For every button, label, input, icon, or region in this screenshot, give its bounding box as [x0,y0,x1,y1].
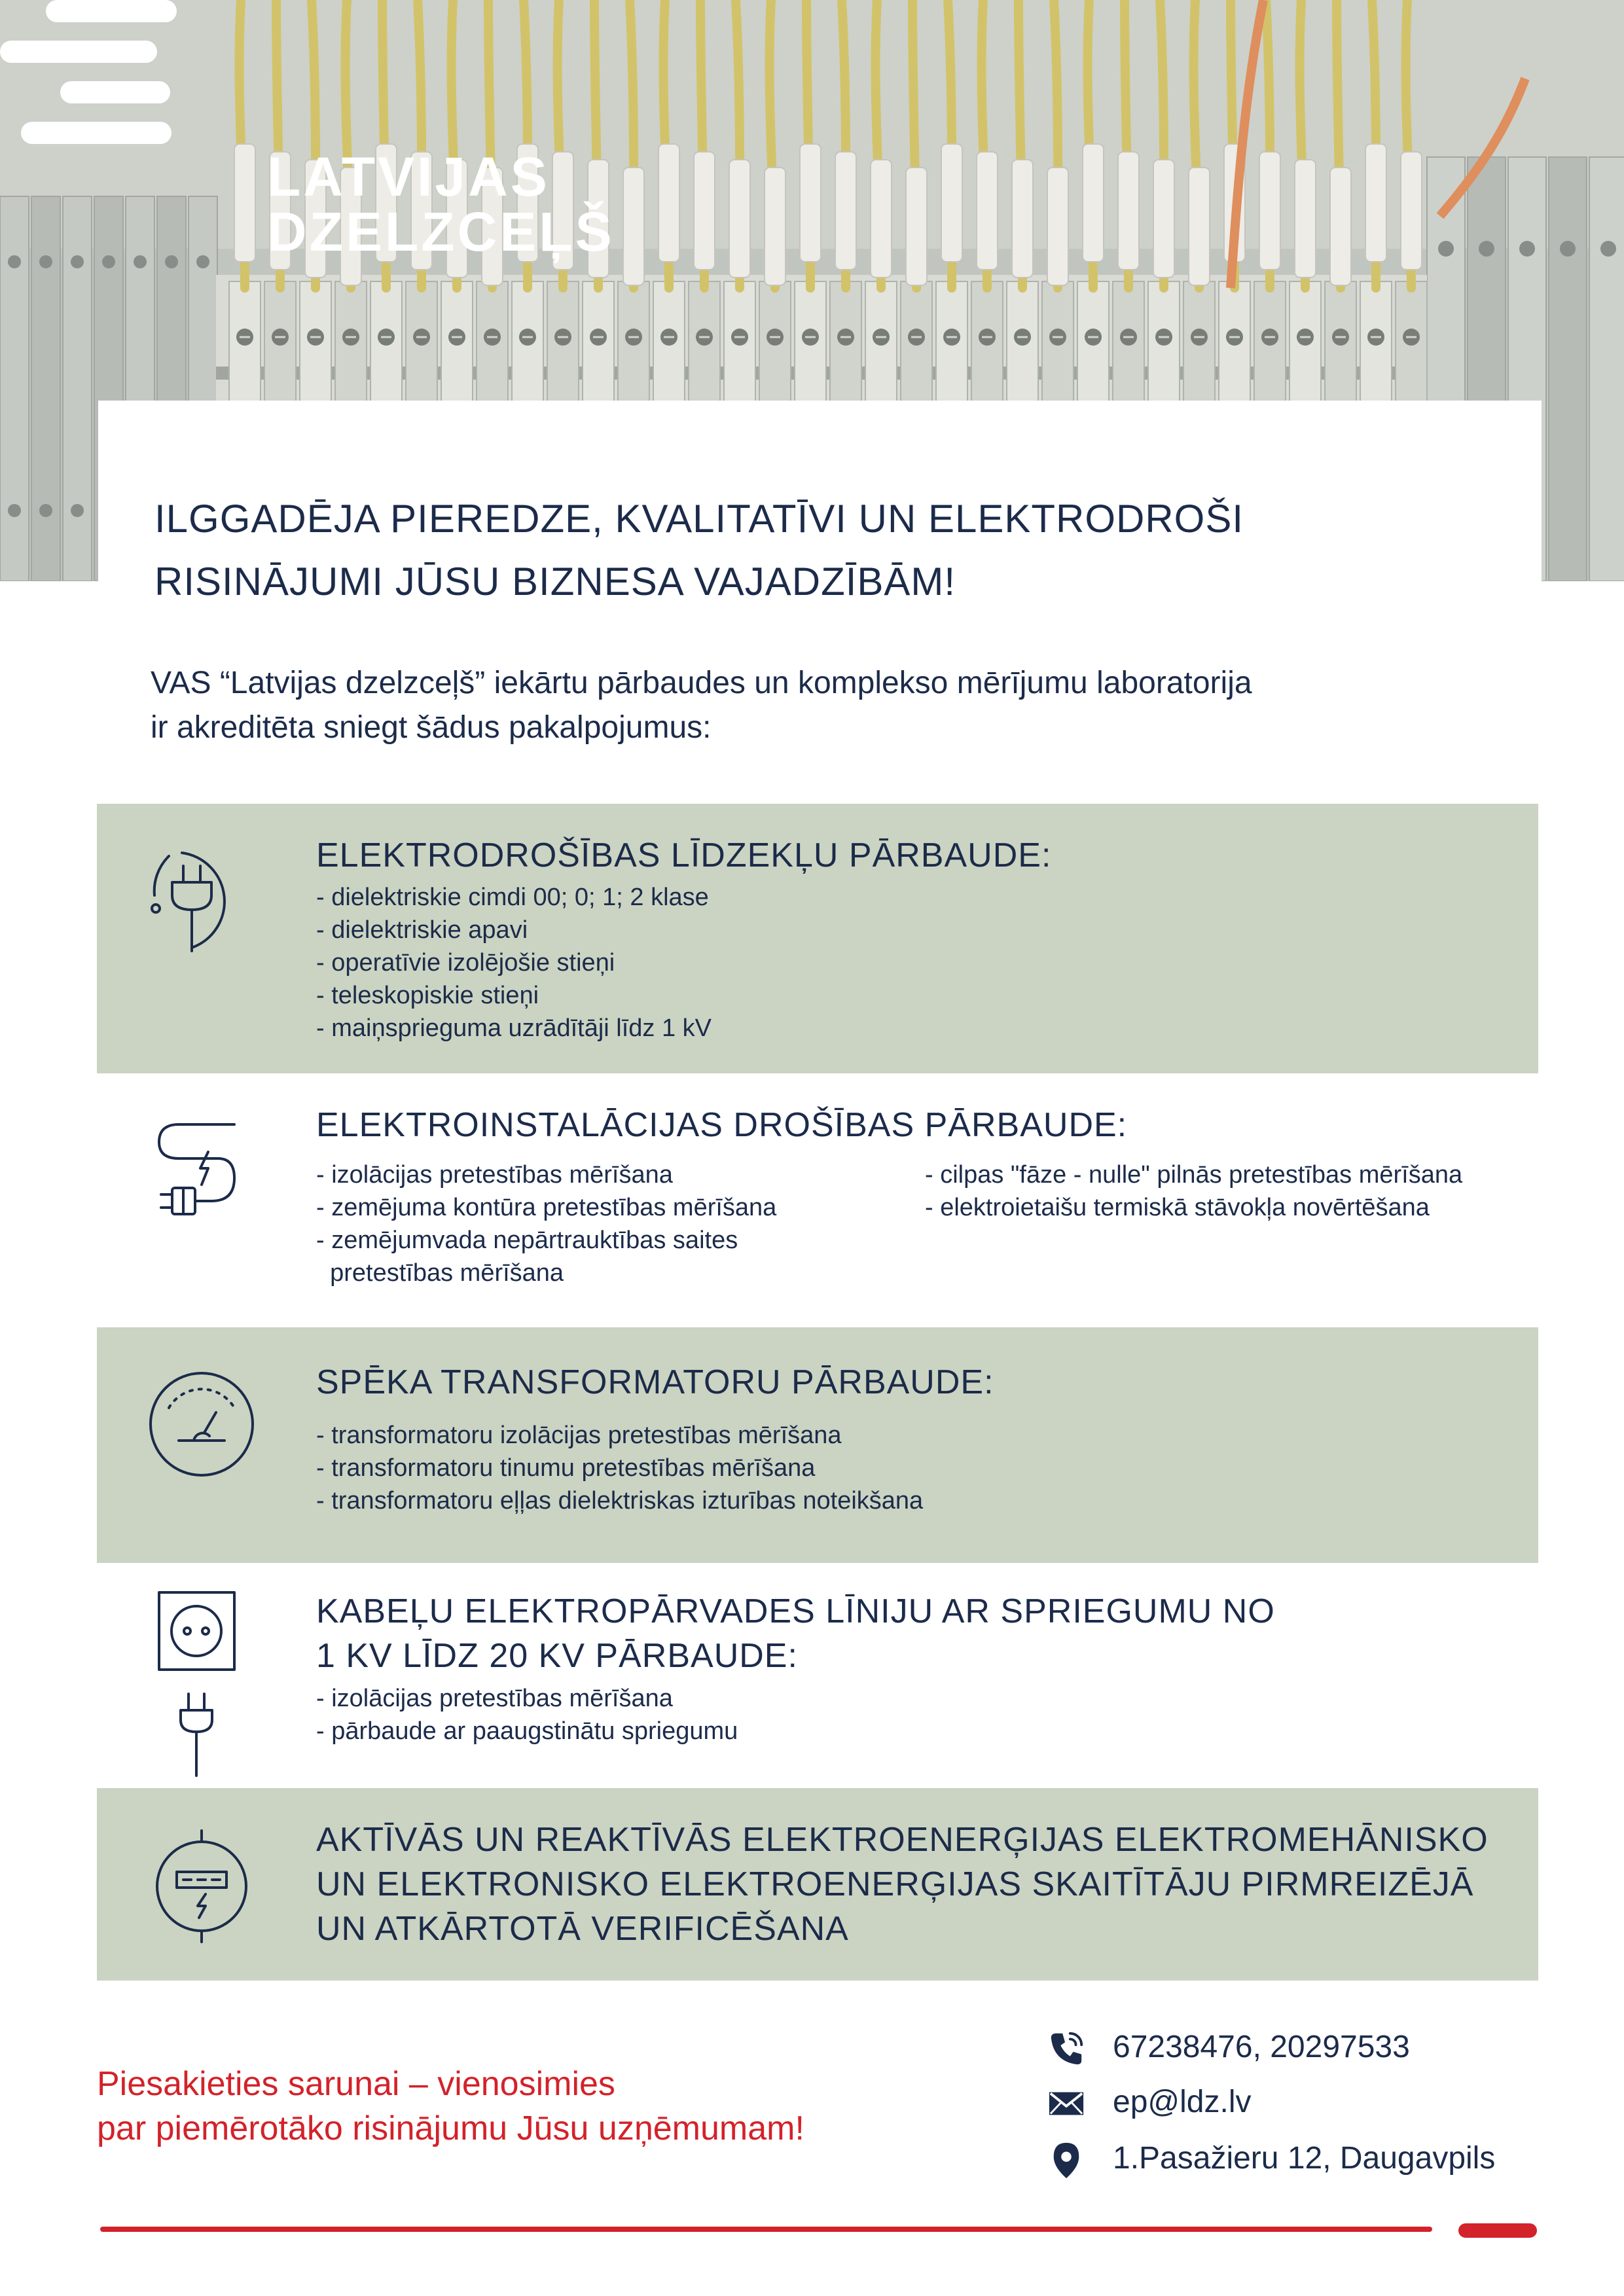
list-item: - izolācijas pretestības mērīšana [316,1161,673,1189]
phone-icon [1047,2030,1085,2068]
service-list-cable-lines [316,1682,738,1748]
title-line-3: UN ATKĀRTOTĀ VERIFICĒŠANA [316,1910,849,1948]
list-item: - teleskopiskie stieņi [316,982,539,1009]
service-title-electrical-installation: ELEKTROINSTALĀCIJAS DROŠĪBAS PĀRBAUDE: [316,1106,1128,1144]
street-address: 1.Pasažieru 12, Daugavpils [1113,2141,1496,2176]
service-block-meters [97,1788,1538,1981]
phone-number: 67238476, 20297533 [1113,2030,1410,2064]
list-item: - transformatoru izolācijas pretestības mērīšana [316,1422,842,1449]
email-address: ep@ldz.lv [1113,2085,1252,2119]
cable-lightning-icon [143,1113,261,1230]
service-list-transformers [316,1419,923,1517]
service-title-meters [316,1818,1489,1951]
service-list-left [316,1158,776,1289]
intro-line-2: ir akreditēta sniegt šādus pakalpojumus: [151,710,712,745]
title-line-2: UN ELEKTRONISKO ELEKTROENERĢIJAS SKAITĪTĀJU PIRMREIZĒJĀ [316,1865,1474,1903]
list-item: - maiņsprieguma uzrādītāji līdz 1 kV [316,1014,712,1042]
meter-icon [143,1827,261,1945]
list-item: - cilpas "fāze - nulle" pilnās pretestības mērīšana [925,1161,1463,1189]
plug-icon [143,836,261,954]
list-item: - dielektriskie cimdi 00; 0; 1; 2 klase [316,884,709,911]
title-line-1: KABEĻU ELEKTROPĀRVADES LĪNIJU AR SPRIEGUMU NO [316,1592,1275,1630]
location-pin-icon [1047,2136,1085,2185]
company-logo-mark [0,0,471,151]
call-to-action [97,2062,804,2151]
footer-divider [100,2227,1432,2232]
company-logo-text [267,146,615,262]
socket-icon [143,1589,247,1779]
list-item: - zemējuma kontūra pretestības mērīšana [316,1194,777,1221]
list-item: pretestības mērīšana [316,1259,564,1287]
list-item: - izolācijas pretestības mērīšana [316,1685,673,1712]
service-title-safety-equipment: ELEKTRODROŠĪBAS LĪDZEKĻU PĀRBAUDE: [316,836,1052,874]
gauge-icon [143,1365,261,1483]
list-item: - operatīvie izolējošie stieņi [316,949,615,977]
list-item: - zemējumvada nepārtrauktības saites [316,1227,738,1254]
list-item: - transformatoru eļļas dielektriskas izturības noteikšana [316,1487,924,1515]
cta-line-2: par piemērotāko risinājumu Jūsu uzņēmumam! [97,2109,804,2147]
service-block-safety-equipment [97,804,1538,1073]
headline-line-1: ILGGADĒJA PIEREDZE, KVALITATĪVI UN ELEKTRODROŠI [154,497,1244,541]
headline-line-2: RISINĀJUMI JŪSU BIZNESA VAJADZĪBĀM! [154,560,956,603]
title-line-1: AKTĪVĀS UN REAKTĪVĀS ELEKTROENERĢIJAS ELEKTROMEHĀNISKO [316,1821,1489,1859]
footer-accent-pill [1458,2223,1537,2238]
page-headline [154,488,1464,613]
list-item: - pārbaude ar paaugstinātu spriegumu [316,1717,738,1745]
envelope-icon [1047,2085,1085,2123]
cta-line-1: Piesakieties sarunai – vienosimies [97,2065,615,2103]
service-block-electrical-installation [97,1073,1538,1327]
service-block-cable-lines [97,1563,1538,1788]
logo-line-1: LATVIJAS [267,146,550,207]
service-list-safety-equipment [316,881,712,1045]
list-item: - elektroietaišu termiskā stāvokļa novērtēšana [925,1194,1430,1221]
logo-line-2: DZELZCEĻŠ [267,201,615,262]
service-list-right [925,1158,1462,1224]
service-block-transformers [97,1327,1538,1563]
service-title-transformers: SPĒKA TRANSFORMATORU PĀRBAUDE: [316,1363,994,1401]
title-line-2: 1 KV LĪDZ 20 KV PĀRBAUDE: [316,1637,798,1675]
service-title-cable-lines [316,1589,1275,1678]
list-item: - dielektriskie apavi [316,916,528,944]
intro-line-1: VAS “Latvijas dzelzceļš” iekārtu pārbaudes un komplekso mērījumu laboratorija [151,666,1252,700]
intro-paragraph [151,661,1525,750]
list-item: - transformatoru tinumu pretestības mērīšana [316,1454,816,1482]
